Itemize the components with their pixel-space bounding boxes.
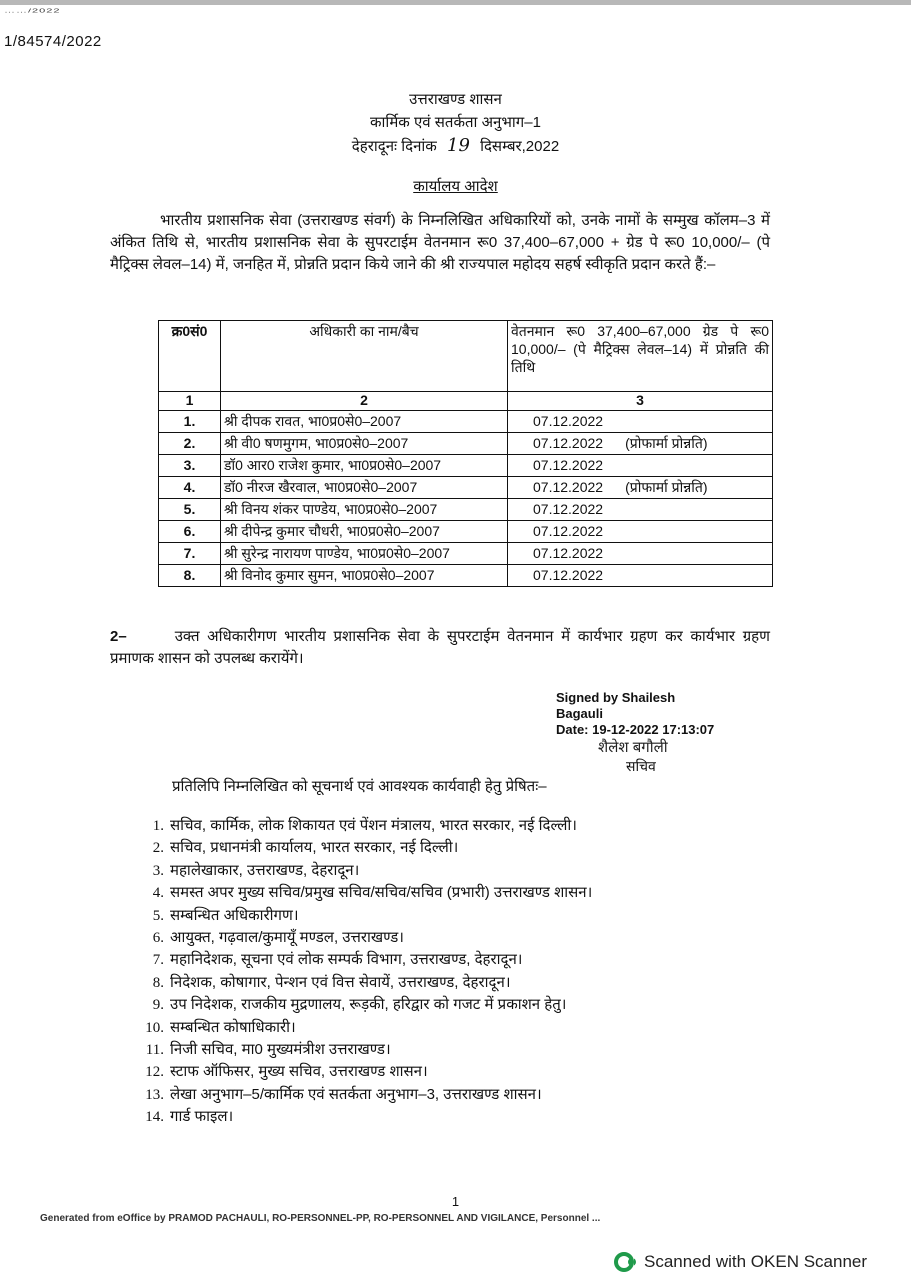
scanner-watermark: [614, 1252, 867, 1272]
oken-scanner-logo-icon: [614, 1252, 634, 1272]
officer-name-batch: श्री विनय शंकर पाण्डेय, भा0प्र0से0–2007: [221, 499, 508, 521]
page-number: 1: [451, 1194, 460, 1209]
list-item-number: 9.: [152, 997, 164, 1014]
list-item: [140, 860, 592, 882]
list-item-text: सम्बन्धित कोषाधिकारी।: [170, 1018, 296, 1036]
government-name: उत्तराखण्ड शासन: [409, 91, 502, 108]
list-item-text: सचिव, कार्मिक, लोक शिकायत एवं पेंशन मंत्रालय, भारत सरकार, नई दिल्ली।: [170, 817, 577, 834]
officer-name-batch: श्री विनोद कुमार सुमन, भा0प्र0से0–2007: [221, 565, 508, 587]
scan-top-edge: [0, 0, 911, 5]
column-number: 2: [221, 392, 508, 411]
list-item-number: 11.: [145, 1042, 164, 1059]
column-number: 3: [508, 392, 773, 411]
promotion-note: (प्रोफार्मा प्रोन्नति): [625, 479, 708, 495]
reference-number: 1/84574/2022: [4, 33, 102, 50]
list-item-text: महालेखाकार, उत्तराखण्ड, देहरादून।: [170, 861, 360, 879]
list-item-text: महानिदेशक, सूचना एवं लोक सम्पर्क विभाग, उत्तराखण्ड, देहरादून।: [170, 951, 523, 969]
promotion-date: 07.12.2022: [533, 523, 604, 539]
list-item-number: 5.: [152, 907, 164, 924]
promotion-date: 07.12.2022: [533, 545, 604, 561]
scanner-watermark-text: Scanned with OKEN Scanner: [644, 1252, 868, 1271]
promotion-date-cell: [508, 543, 773, 565]
header-officer-name: अधिकारी का नाम/बैच: [221, 321, 508, 392]
promotion-date: 07.12.2022: [533, 501, 604, 517]
list-item-text: उप निदेशक, राजकीय मुद्रणालय, रूड़की, हरिद्वार को गजट में प्रकाशन हेतु।: [170, 996, 567, 1014]
table-row: [159, 565, 773, 587]
promotion-date-cell: [508, 565, 773, 587]
promotion-date-cell: [508, 411, 773, 433]
table-header-row: [159, 321, 773, 392]
signature-date: Date: 19-12-2022 17:13:07: [556, 722, 715, 737]
place-date-prefix: देहरादूनः दिनांक: [351, 138, 437, 155]
list-item: [140, 1039, 592, 1061]
department-name: कार्मिक एवं सतर्कता अनुभाग–1: [370, 114, 541, 131]
date-day-handwritten: 19: [447, 135, 470, 156]
serial-number: 3.: [159, 455, 221, 477]
serial-number: 8.: [159, 565, 221, 587]
table-row: [159, 521, 773, 543]
serial-number: 5.: [159, 499, 221, 521]
list-item: [140, 905, 592, 927]
promotion-date: 07.12.2022: [533, 435, 604, 451]
list-item-number: 7.: [152, 952, 164, 969]
officer-name-batch: डॉ0 नीरज खैरवाल, भा0प्र0से0–2007: [221, 477, 508, 499]
promotion-date-cell: [508, 455, 773, 477]
paragraph-1: भारतीय प्रशासनिक सेवा (उत्तराखण्ड संवर्ग) के निम्नलिखित अधिकारियों को, उनके नामों के सम्मुख कॉलम–3 में अंकित तिथि से, भारतीय प्रशासनिक सेवा के सुपरटाईम वेतनमान रू0 37,400–67,000 + ग्रेड पे रू0 10,000/– (पे मैट्रिक्स लेवल–14) में, जनहित में, प्रोन्नति प्रदान किये जाने की श्री राज्यपाल महोदय सहर्ष स्वीकृति प्रदान करते हैं:–: [110, 212, 770, 273]
list-item: [140, 815, 592, 837]
list-item-text: सम्बन्धित अधिकारीगण।: [170, 906, 299, 924]
officer-name-batch: श्री वी0 षणमुगम, भा0प्र0से0–2007: [221, 433, 508, 455]
officer-name-batch: डॉ0 आर0 राजेश कुमार, भा0प्र0से0–2007: [221, 455, 508, 477]
column-number-row: [159, 392, 773, 411]
list-item-number: 8.: [152, 974, 164, 991]
reference-top-cropped: ……/2022: [4, 8, 61, 14]
header-promotion-date: वेतनमान रू0 37,400–67,000 ग्रेड पे रू0 10,000/– (पे मैट्रिक्स लेवल–14) में प्रोन्नति की तिथि: [508, 321, 773, 392]
promotion-date-cell: [508, 521, 773, 543]
promotion-date-cell: [508, 477, 773, 499]
list-item: [140, 1084, 592, 1106]
table-row: [159, 499, 773, 521]
table-row: [159, 455, 773, 477]
header-serial: क्र0सं0: [159, 321, 221, 392]
order-title: कार्यालय आदेश: [413, 178, 498, 195]
list-item-text: निजी सचिव, मा0 मुख्यमंत्रीश उत्तराखण्ड।: [170, 1041, 391, 1059]
promotion-note: (प्रोफार्मा प्रोन्नति): [625, 435, 708, 451]
list-item-text: स्टाफ ऑफिसर, मुख्य सचिव, उत्तराखण्ड शासन।: [170, 1063, 428, 1081]
list-item: [140, 1106, 592, 1128]
list-item-number: 13.: [145, 1086, 164, 1103]
eoffice-footer: Generated from eOffice by PRAMOD PACHAULI, RO-PERSONNEL-PP, RO-PERSONNEL AND VIGILANCE, Personnel ...: [40, 1213, 601, 1224]
list-item: [140, 949, 592, 971]
digital-signature: [556, 690, 714, 775]
serial-number: 6.: [159, 521, 221, 543]
list-item-number: 10.: [145, 1019, 164, 1036]
list-item: [140, 927, 592, 949]
list-item-text: गार्ड फाइल।: [170, 1108, 234, 1126]
promotion-date-cell: [508, 433, 773, 455]
list-item: [140, 837, 592, 859]
promotion-date: 07.12.2022: [533, 413, 604, 429]
list-item-text: निदेशक, कोषागार, पेन्शन एवं वित्त सेवायें, उत्तराखण्ड, देहरादून।: [170, 973, 511, 991]
list-item-number: 3.: [152, 862, 164, 879]
list-item-number: 14.: [145, 1109, 164, 1126]
place-date: [0, 134, 911, 158]
serial-number: 1.: [159, 411, 221, 433]
list-item: [140, 1017, 592, 1039]
officer-name-batch: श्री दीपक रावत, भा0प्र0से0–2007: [221, 411, 508, 433]
list-item: [140, 994, 592, 1016]
paragraph-2-text: उक्त अधिकारीगण भारतीय प्रशासनिक सेवा के सुपरटाईम वेतनमान में कार्यभार ग्रहण कर कार्यभार ग्रहण प्रमाणक शासन को उपलब्ध करायेंगे।: [110, 628, 770, 667]
table-row: [159, 433, 773, 455]
paragraph-2: [110, 626, 770, 670]
list-item-number: 4.: [152, 885, 164, 902]
officer-name-batch: श्री दीपेन्द्र कुमार चौधरी, भा0प्र0से0–2007: [221, 521, 508, 543]
promotion-date: 07.12.2022: [533, 479, 604, 495]
signed-by-line2: Bagauli: [556, 706, 603, 721]
signatory-name-hindi: शैलेश बगौली: [598, 739, 668, 756]
date-month-year: दिसम्बर,2022: [480, 138, 560, 155]
list-item: [140, 1061, 592, 1083]
serial-number: 7.: [159, 543, 221, 565]
column-number: 1: [159, 392, 221, 411]
promotion-date: 07.12.2022: [533, 457, 604, 473]
copy-to-list: [140, 815, 592, 1129]
list-item-number: 12.: [145, 1064, 164, 1081]
promotion-date-cell: [508, 499, 773, 521]
list-item-text: समस्त अपर मुख्य सचिव/प्रमुख सचिव/सचिव/सचिव (प्रभारी) उत्तराखण्ड शासन।: [170, 884, 593, 902]
promotion-table: [158, 320, 773, 587]
letter-header: [0, 88, 911, 158]
serial-number: 2.: [159, 433, 221, 455]
list-item-number: 2.: [152, 840, 164, 857]
list-item-number: 1.: [152, 818, 164, 834]
paragraph-2-number: 2–: [110, 628, 127, 645]
list-item-text: सचिव, प्रधानमंत्री कार्यालय, भारत सरकार, नई दिल्ली।: [170, 839, 459, 857]
signatory-designation: सचिव: [626, 758, 656, 774]
table-row: [159, 411, 773, 433]
list-item-text: लेखा अनुभाग–5/कार्मिक एवं सतर्कता अनुभाग–3, उत्तराखण्ड शासन।: [170, 1085, 542, 1103]
list-item-number: 6.: [152, 930, 164, 947]
promotion-date: 07.12.2022: [533, 567, 604, 583]
list-item: [140, 882, 592, 904]
table-row: [159, 543, 773, 565]
list-item-text: आयुक्त, गढ़वाल/कुमायूँ मण्डल, उत्तराखण्ड।: [170, 929, 404, 947]
signed-by-line1: Signed by Shailesh: [556, 690, 676, 705]
table-row: [159, 477, 773, 499]
list-item: [140, 972, 592, 994]
serial-number: 4.: [159, 477, 221, 499]
officer-name-batch: श्री सुरेन्द्र नारायण पाण्डेय, भा0प्र0से0–2007: [221, 543, 508, 565]
copy-to-title: प्रतिलिपि निम्नलिखित को सूचनार्थ एवं आवश्यक कार्यवाही हेतु प्रेषितः–: [172, 778, 547, 795]
